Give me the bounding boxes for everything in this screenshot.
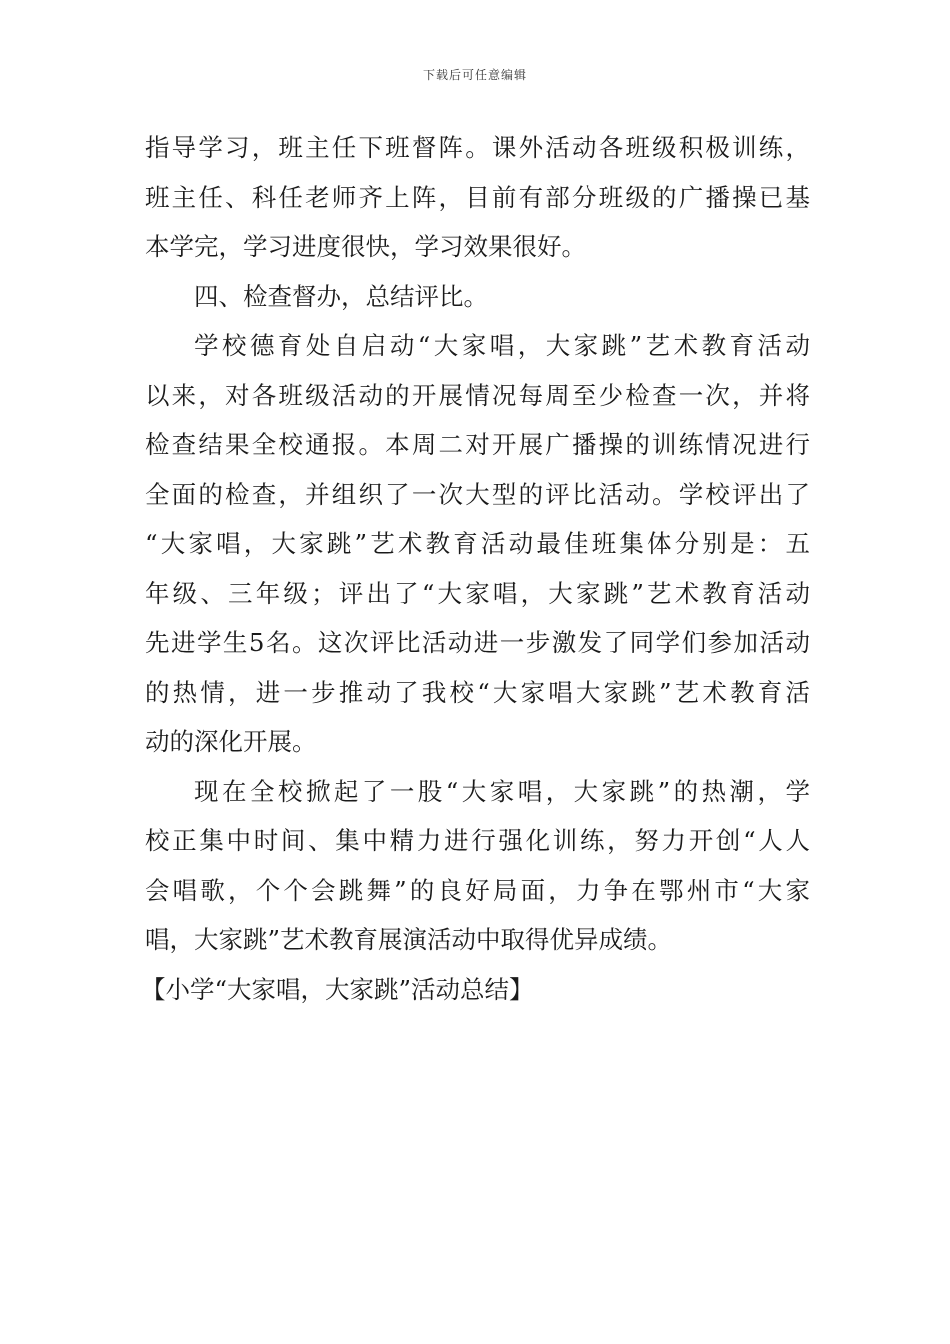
text-line: 现在全校掀起了一股“大家唱，大家跳”的热潮，学 bbox=[194, 776, 810, 806]
text-line: 检查结果全校通报。本周二对开展广播操的训练情况进行 bbox=[145, 430, 810, 459]
document-body bbox=[141, 128, 810, 1019]
section-heading-inspection bbox=[145, 277, 810, 327]
section-heading: 四、检查督办，总结评比。 bbox=[194, 281, 488, 311]
text-line: 会唱歌，个个会跳舞”的良好局面，力争在鄂州市“大家 bbox=[145, 875, 810, 905]
text-line: 先进学生5名。这次评比活动进一步激发了同学们参加活动 bbox=[145, 628, 810, 657]
text-line: 以来，对各班级活动的开展情况每周至少检查一次，并将 bbox=[145, 380, 810, 410]
text-line: “大家唱，大家跳”艺术教育活动最佳班集体分别是：五 bbox=[145, 529, 810, 558]
paragraph-inspection bbox=[145, 326, 810, 772]
text-line: 动的深化开展。 bbox=[145, 727, 317, 756]
paragraph-conclusion bbox=[145, 772, 810, 970]
text-line: 本学完，学习进度很快，学习效果很好。 bbox=[145, 232, 586, 261]
closing-title: 【小学“大家唱，大家跳”活动总结】 bbox=[141, 974, 534, 1004]
paragraph-guidance bbox=[145, 128, 810, 277]
text-line: 的热情，进一步推动了我校“大家唱大家跳”艺术教育活 bbox=[145, 677, 810, 707]
page-header: 下载后可任意编辑 bbox=[422, 68, 527, 82]
text-line: 全面的检查，并组织了一次大型的评比活动。学校评出了 bbox=[145, 479, 810, 509]
text-line: 学校德育处自启动“大家唱，大家跳”艺术教育活动 bbox=[194, 331, 810, 360]
text-line: 年级、三年级；评出了“大家唱，大家跳”艺术教育活动 bbox=[145, 578, 810, 608]
text-line: 班主任、科任老师齐上阵，目前有部分班级的广播操已基 bbox=[145, 182, 810, 212]
text-line: 唱，大家跳”艺术教育展演活动中取得优异成绩。 bbox=[145, 925, 673, 954]
text-line: 指导学习，班主任下班督阵。课外活动各班级积极训练， bbox=[145, 133, 810, 162]
text-line: 校正集中时间、集中精力进行强化训练，努力开创“人人 bbox=[145, 826, 810, 855]
